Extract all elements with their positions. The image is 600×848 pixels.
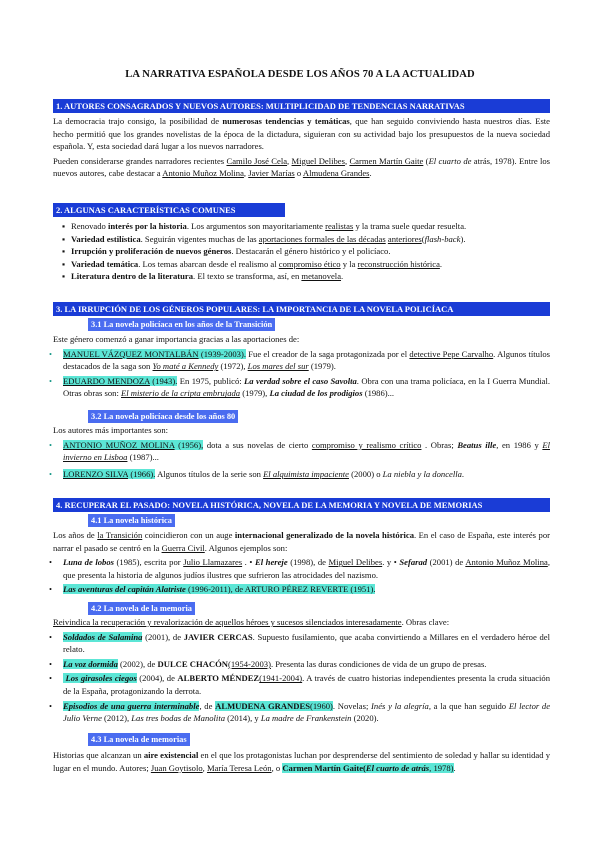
text: , a la que han seguido <box>428 700 509 711</box>
emphasis: aire existencial <box>143 750 199 760</box>
text: Historias que alcanzan un <box>53 750 144 760</box>
text: En 1975, publicó: <box>177 375 245 386</box>
text: . <box>453 762 456 773</box>
text: (2001) de <box>427 557 466 568</box>
author: Juan Goytisolo <box>150 762 203 773</box>
text: detective Pepe Carvalho <box>409 348 494 359</box>
list-item <box>49 672 551 697</box>
text: . En el caso de España, este interés por narrar el pasado se centró en la <box>53 530 550 553</box>
text: . Supuesto fusilamiento, que acaba convirtiendo a Millares en el verdadero héroe del relato. <box>63 631 551 655</box>
text: , o <box>271 762 283 773</box>
author: ALMUDENA GRANDES <box>215 700 310 711</box>
work-title: La voz dormida <box>63 658 118 669</box>
section-3-2-body <box>49 424 550 480</box>
text: Reivindica la recuperación y revalorización de aquellos héroes y sucesos silenciados interesadamente <box>53 617 402 627</box>
dates: (1943). <box>149 375 178 386</box>
section-2-body <box>62 220 550 283</box>
list-item <box>62 233 550 246</box>
subsection-4-2-heading: 4.2 La novela de la memoria <box>88 602 195 615</box>
bullet-icon: • <box>49 468 53 479</box>
text: (2020). <box>351 713 379 724</box>
text: (1985), escrita por <box>113 557 184 568</box>
bullet-icon: • <box>49 557 53 568</box>
work-title: La ciudad de los prodigios <box>269 388 363 399</box>
list-item <box>62 270 550 283</box>
author: MANUEL VÁZQUEZ MONTALBÁN <box>63 348 199 359</box>
list-item <box>49 556 550 581</box>
work-title: El alquimista impaciente <box>263 468 349 479</box>
work-title: La verdad sobre el caso Savolta <box>244 375 357 386</box>
text: . Obras clave: <box>401 617 450 627</box>
author: DULCE CHACÓN <box>157 658 228 669</box>
text: (2000) o <box>349 468 383 479</box>
emphasis: internacional generalizado de la novela histórica <box>234 530 415 540</box>
paragraph <box>53 115 550 153</box>
work-title: Beatus ille <box>457 439 497 450</box>
text: . Algunos ejemplos son: <box>204 542 288 553</box>
work-title: Los girasoles ciegos <box>63 673 137 684</box>
text: . Los argumentos son mayoritariamente <box>186 221 326 231</box>
text: atrás, 1978). Entre los nuevos autores, cabe destacar a <box>53 155 551 179</box>
text: Los años de <box>53 530 98 540</box>
text: (2014), y <box>225 713 261 724</box>
work-title: El hereje <box>254 557 288 568</box>
list-item <box>49 468 550 481</box>
text: , <box>287 155 292 166</box>
list-item <box>49 439 550 464</box>
author: ALBERTO MÉNDEZ <box>177 673 260 684</box>
paragraph <box>53 529 550 554</box>
text: ( <box>423 155 429 166</box>
text: . Algunos títulos destacados de la saga son <box>63 348 550 372</box>
dates: (1960) <box>310 700 333 711</box>
dates: (1956), <box>174 439 204 450</box>
author: EDUARDO MENDOZA <box>63 375 150 386</box>
text: o <box>294 168 303 179</box>
text: . Seguirán vigentes muchas de las <box>140 233 259 244</box>
emphasis: Variedad temática <box>71 258 139 269</box>
bullet-icon: • <box>49 439 53 450</box>
author: Javier Marías <box>248 168 295 179</box>
author: Camilo José Cela <box>226 155 288 166</box>
text: , <box>243 168 249 179</box>
text: la Transición <box>97 530 143 540</box>
text: . Novelas; <box>332 700 372 711</box>
author: Antonio Muñoz Molina <box>465 557 548 568</box>
work-title: El misterio de la cripta embrujada <box>121 388 241 399</box>
section-4-2-body <box>49 616 551 725</box>
text: Algunos títulos de la serie son <box>155 468 264 479</box>
text: flash-back <box>424 233 461 244</box>
section-4-3-body <box>53 749 550 774</box>
text: ( <box>363 762 366 773</box>
document-title: LA NARRATIVA ESPAÑOLA DESDE LOS AÑOS 70 A LA ACTUALIDAD <box>125 69 475 80</box>
emphasis: interés por la historia <box>108 221 187 231</box>
bullet-icon: • <box>49 375 53 386</box>
bullet-icon: ▪ <box>62 246 66 257</box>
text: coincidieron con un auge <box>142 530 235 540</box>
text: . Los temas abarcan desde el realismo al <box>138 258 279 269</box>
work-title: Soldados de Salamina <box>63 631 143 642</box>
text: y la trama suele quedar resuelta. <box>353 221 467 231</box>
text: Pueden considerarse grandes narradores recientes <box>53 155 227 166</box>
text: , <box>344 155 350 166</box>
text: y la <box>340 258 358 269</box>
text: (1996-2011), de ARTURO PÉREZ REVERTE (1951). <box>185 584 376 595</box>
text: compromiso y realismo crítico <box>311 439 422 450</box>
section-3-1-body <box>49 333 550 400</box>
bullet-icon: • <box>49 700 53 711</box>
author: Antonio Muñoz Molina <box>162 168 244 179</box>
text: (1979), <box>240 388 270 399</box>
text: Guerra Civil <box>161 542 205 553</box>
list-item <box>62 258 550 271</box>
text: , <box>202 762 207 773</box>
work-title: Luna de lobos <box>63 557 114 568</box>
list-item <box>49 375 550 400</box>
work-title: Yo maté a Kennedy <box>152 361 219 372</box>
text: realistas <box>325 221 354 231</box>
list-item <box>49 658 550 671</box>
bullet-icon: ▪ <box>62 233 66 244</box>
author: LORENZO SILVA <box>63 468 129 479</box>
text: anteriores <box>387 233 422 244</box>
emphasis: Literatura dentro de la literatura <box>71 271 194 282</box>
text: . A través de cuatro historias independientes presenta la cruda situación de la España, protagonizando la derrota. <box>63 673 551 696</box>
author: Carmen Martín Gaite <box>349 155 424 166</box>
author: María Teresa León <box>206 762 272 773</box>
author: Miguel Delibes <box>328 557 383 568</box>
text: . Destacarán el género histórico y el policíaco. <box>231 246 391 257</box>
text: Fue el creador de la saga protagonizada por el <box>245 348 410 359</box>
subsection-4-3-heading: 4.3 La novela de memorias <box>88 733 190 746</box>
text: (2001), de <box>142 631 184 642</box>
bullet-icon: • <box>49 348 53 359</box>
text: (1998), de <box>287 557 329 568</box>
bullet-icon: • <box>49 631 53 642</box>
text: . Obras; <box>421 439 458 450</box>
text: , de <box>199 700 216 711</box>
list-item <box>62 245 550 258</box>
text: . <box>461 468 465 479</box>
dates: (1941-2004) <box>259 673 303 684</box>
emphasis: Irrupción y proliferación de nuevos géneros <box>71 246 232 257</box>
list-item <box>49 631 551 656</box>
work-title: Las tres bodas de Manolita <box>131 713 226 724</box>
text: en el que los protagonistas luchan por desprenderse del sentimiento de soledad y hallar su identidad y lugar en el mundo. Autores; <box>53 750 550 773</box>
bullet-icon: ▪ <box>62 221 66 231</box>
work-title: El lector de Julio Verne <box>63 700 551 724</box>
subsection-4-1-heading: 4.1 La novela histórica <box>88 514 175 527</box>
section-3-heading: 3. LA IRRUPCIÓN DE LOS GÉNEROS POPULARES: LA IMPORTANCIA DE LA NOVELA POLICÍACA <box>53 302 550 316</box>
work-title: La niebla y la doncella <box>382 468 462 479</box>
text: . <box>439 258 443 269</box>
text: compromiso ético <box>278 258 341 269</box>
section-1-heading: 1. AUTORES CONSAGRADOS Y NUEVOS AUTORES: MULTIPLICIDAD DE TENDENCIAS NARRATIVAS <box>53 99 550 113</box>
text: (2012), <box>101 713 132 724</box>
list-item <box>49 700 551 725</box>
text: metanovela <box>301 271 342 282</box>
text: reconstrucción histórica <box>357 258 440 269</box>
text: . El texto se transforma, así, en <box>193 271 302 282</box>
bullet-icon: • <box>49 584 53 595</box>
emphasis: numerosas tendencias y temáticas <box>222 116 350 126</box>
text: , que presenta la historia de algunos judíos ilustres que sufrieron las atrocidades del nazismo. <box>63 557 550 580</box>
bullet-icon: ▪ <box>62 271 66 282</box>
paragraph <box>53 616 550 629</box>
text: . <box>369 168 372 179</box>
list-item <box>62 220 550 233</box>
text: , 1978) <box>429 762 454 773</box>
section-4-heading: 4. RECUPERAR EL PASADO: NOVELA HISTÓRICA, NOVELA DE LA MEMORIA Y NOVELA DE MEMORIAS <box>53 498 550 512</box>
bullet-icon: ▪ <box>62 258 66 269</box>
author: Julio Llamazares <box>183 557 243 568</box>
dates: (1966). <box>128 468 156 479</box>
section-2-heading: 2. ALGUNAS CARACTERÍSTICAS COMUNES <box>53 203 285 217</box>
text: ). <box>460 233 466 244</box>
section-4-1-body <box>49 529 550 596</box>
bullet-icon: • <box>49 658 53 669</box>
paragraph <box>53 749 550 774</box>
text: . Presenta las duras condiciones de vida de un grupo de presas. <box>270 658 487 669</box>
author: JAVIER CERCAS <box>183 631 253 642</box>
author: Carmen Martín Gaite <box>282 762 364 773</box>
paragraph: Este género comenzó a ganar importancia gracias a las aportaciones de: <box>53 334 300 344</box>
text: dota a sus novelas de cierto <box>203 439 312 450</box>
characteristics-list <box>62 220 550 283</box>
text: (2002), de <box>117 658 158 669</box>
text: . <box>341 271 344 282</box>
text: (1986)... <box>362 388 395 399</box>
paragraph: Los autores más importantes son: <box>53 425 169 435</box>
text: (2004), de <box>136 673 178 684</box>
text: (1972), <box>218 361 248 372</box>
paragraph <box>53 155 550 180</box>
subsection-3-2-heading: 3.2 La novela policíaca desde los años 80 <box>88 410 238 423</box>
work-title: El invierno en Lisboa <box>63 439 550 463</box>
author: Miguel Delibes <box>291 155 345 166</box>
text: , en 1986 y <box>496 439 543 450</box>
work-title: Sefarad <box>399 557 428 568</box>
work-title: La madre de Frankenstein <box>260 713 352 724</box>
text: aportaciones formales de las décadas <box>258 233 386 244</box>
text: . • <box>242 557 255 568</box>
dates: (1954-2003) <box>227 658 271 669</box>
author: ANTONIO MUÑOZ MOLINA <box>63 439 175 450</box>
list-item <box>49 348 550 373</box>
text: (1987)... <box>127 452 159 463</box>
work-title: Episodios de una guerra interminable <box>63 700 200 711</box>
bullet-icon: • <box>49 673 53 684</box>
dates: (1939-2003). <box>198 348 246 359</box>
text: La democracia trajo consigo, la posibilidad de <box>53 116 223 126</box>
text: Renovado <box>71 221 108 231</box>
list-item <box>49 583 550 596</box>
text: , que han seguido conviviendo hasta nuestros días. Este hecho permitió que los grandes novelistas de la época de la dictadura, siguieran con su actividad bajo los presupuestos de la nueva sociedad española. Y, esta sociedad dará lugar a los nuevos narradores. <box>53 116 550 152</box>
text: ( <box>421 233 425 244</box>
work-title: El cuarto de <box>428 155 472 166</box>
author: Almudena Grandes <box>302 168 370 179</box>
section-1-body <box>53 115 550 180</box>
subsection-3-1-heading: 3.1 La novela policíaca en los años de la Transición <box>88 318 275 331</box>
work-title: Inés y la alegría <box>371 700 429 711</box>
work-title: Las aventuras del capitán Alatriste <box>63 584 186 595</box>
emphasis: Variedad estilística <box>71 233 141 244</box>
text: (1979). <box>308 361 336 372</box>
text: . Obra con una trama policíaca, en la I Guerra Mundial. Otras obras son: <box>63 375 550 399</box>
text: . y • <box>382 557 400 568</box>
work-title: Los mares del sur <box>247 361 309 372</box>
work-title: El cuarto de atrás <box>365 762 430 773</box>
